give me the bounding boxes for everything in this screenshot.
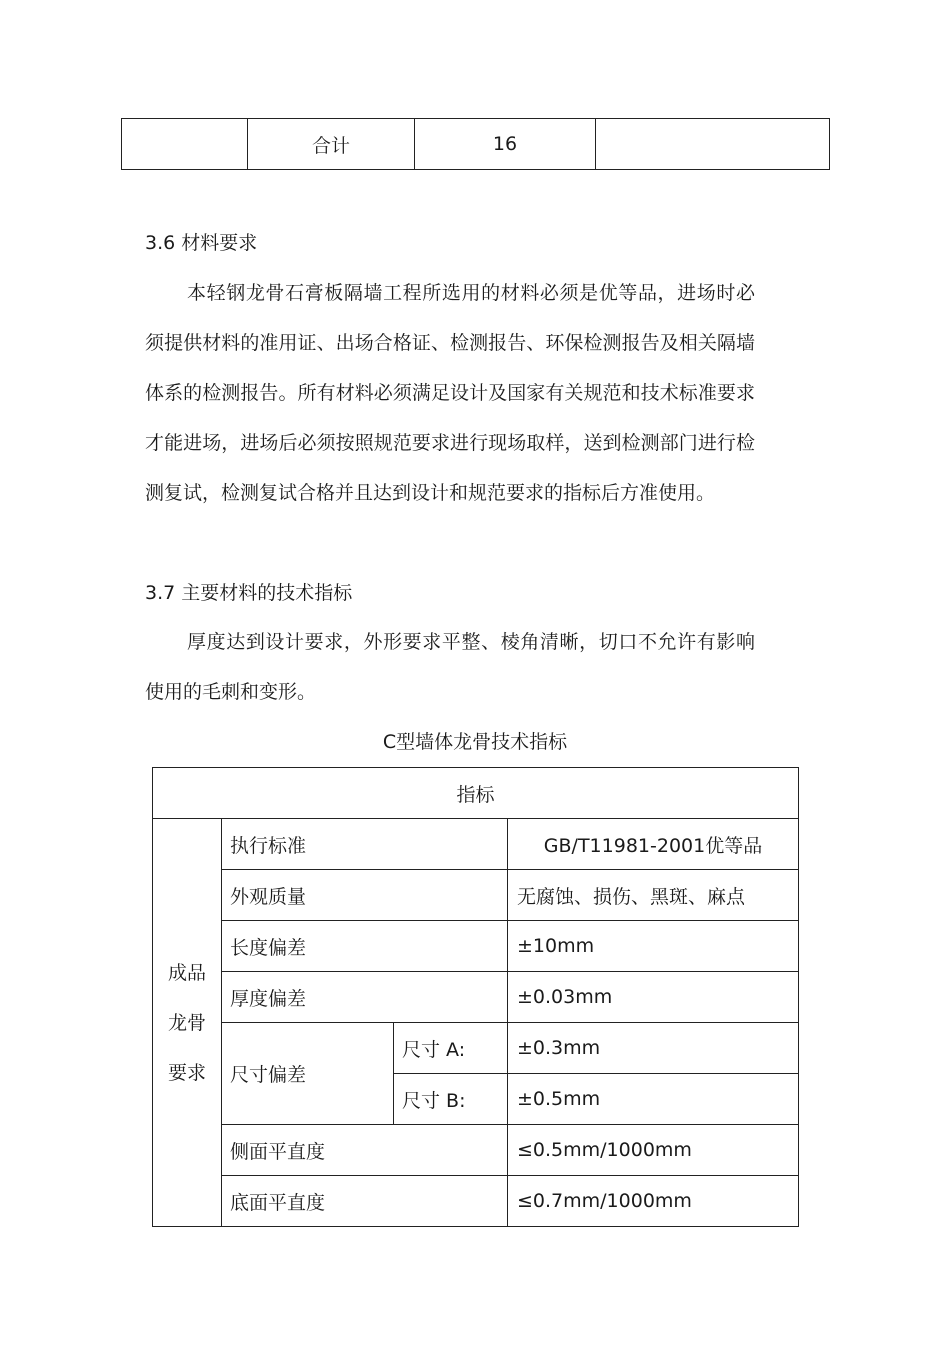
item-label: 侧面平直度 [222,1125,508,1176]
table-row [153,819,799,870]
summary-total-label: 合计 [248,119,415,170]
section-3-7-heading: 3.7 主要材料的技术指标 [145,582,353,604]
section-3-7-paragraph: 厚度达到设计要求，外形要求平整、棱角清晰，切口不允许有影响使用的毛刺和变形。 [145,631,755,703]
item-value: ±0.03mm [508,972,799,1023]
category-line: 成品 [167,961,206,984]
category-line: 要求 [167,1061,206,1084]
item-value: GB/T11981-2001优等品 [508,819,799,870]
item-value: ±10mm [508,921,799,972]
item-label: 厚度偏差 [222,972,508,1023]
table-row [153,1125,799,1176]
table-header-row [153,768,799,819]
item-value: 无腐蚀、损伤、黑斑、麻点 [508,870,799,921]
section-3-6-heading: 3.6 材料要求 [145,232,258,254]
item-label: 尺寸偏差 [222,1023,394,1125]
item-label: 执行标准 [222,819,508,870]
summary-table [121,118,830,170]
item-label: 长度偏差 [222,921,508,972]
item-value: ≤0.5mm/1000mm [508,1125,799,1176]
sub-item-label: 尺寸 B: [394,1074,508,1125]
item-label: 底面平直度 [222,1176,508,1227]
spec-table [152,767,799,1227]
item-value: ≤0.7mm/1000mm [508,1176,799,1227]
summary-row [122,119,830,170]
section-3-6-paragraph: 本轻钢龙骨石膏板隔墙工程所选用的材料必须是优等品，进场时必须提供材料的准用证、出场合格证、检测报告、环保检测报告及相关隔墙体系的检测报告。所有材料必须满足设计及国家有关规范和技术标准要求才能进场，进场后必须按照规范要求进行现场取样，送到检测部门进行检测复试，检测复试合格并且达到设计和规范要求的指标后方准使用。 [145,282,755,504]
table-row [153,1023,799,1074]
sub-item-label: 尺寸 A: [394,1023,508,1074]
summary-cell-empty-2 [596,119,830,170]
table-row [153,870,799,921]
category-line: 龙骨 [167,1011,206,1034]
item-label: 外观质量 [222,870,508,921]
summary-cell-empty-1 [122,119,248,170]
category-cell [153,819,222,1227]
item-value: ±0.5mm [508,1074,799,1125]
table-header: 指标 [153,768,799,819]
table-row [153,1176,799,1227]
table-row [153,972,799,1023]
item-value: ±0.3mm [508,1023,799,1074]
table-caption: C型墙体龙骨技术指标 [382,731,568,753]
summary-total-value: 16 [415,119,596,170]
table-row [153,921,799,972]
